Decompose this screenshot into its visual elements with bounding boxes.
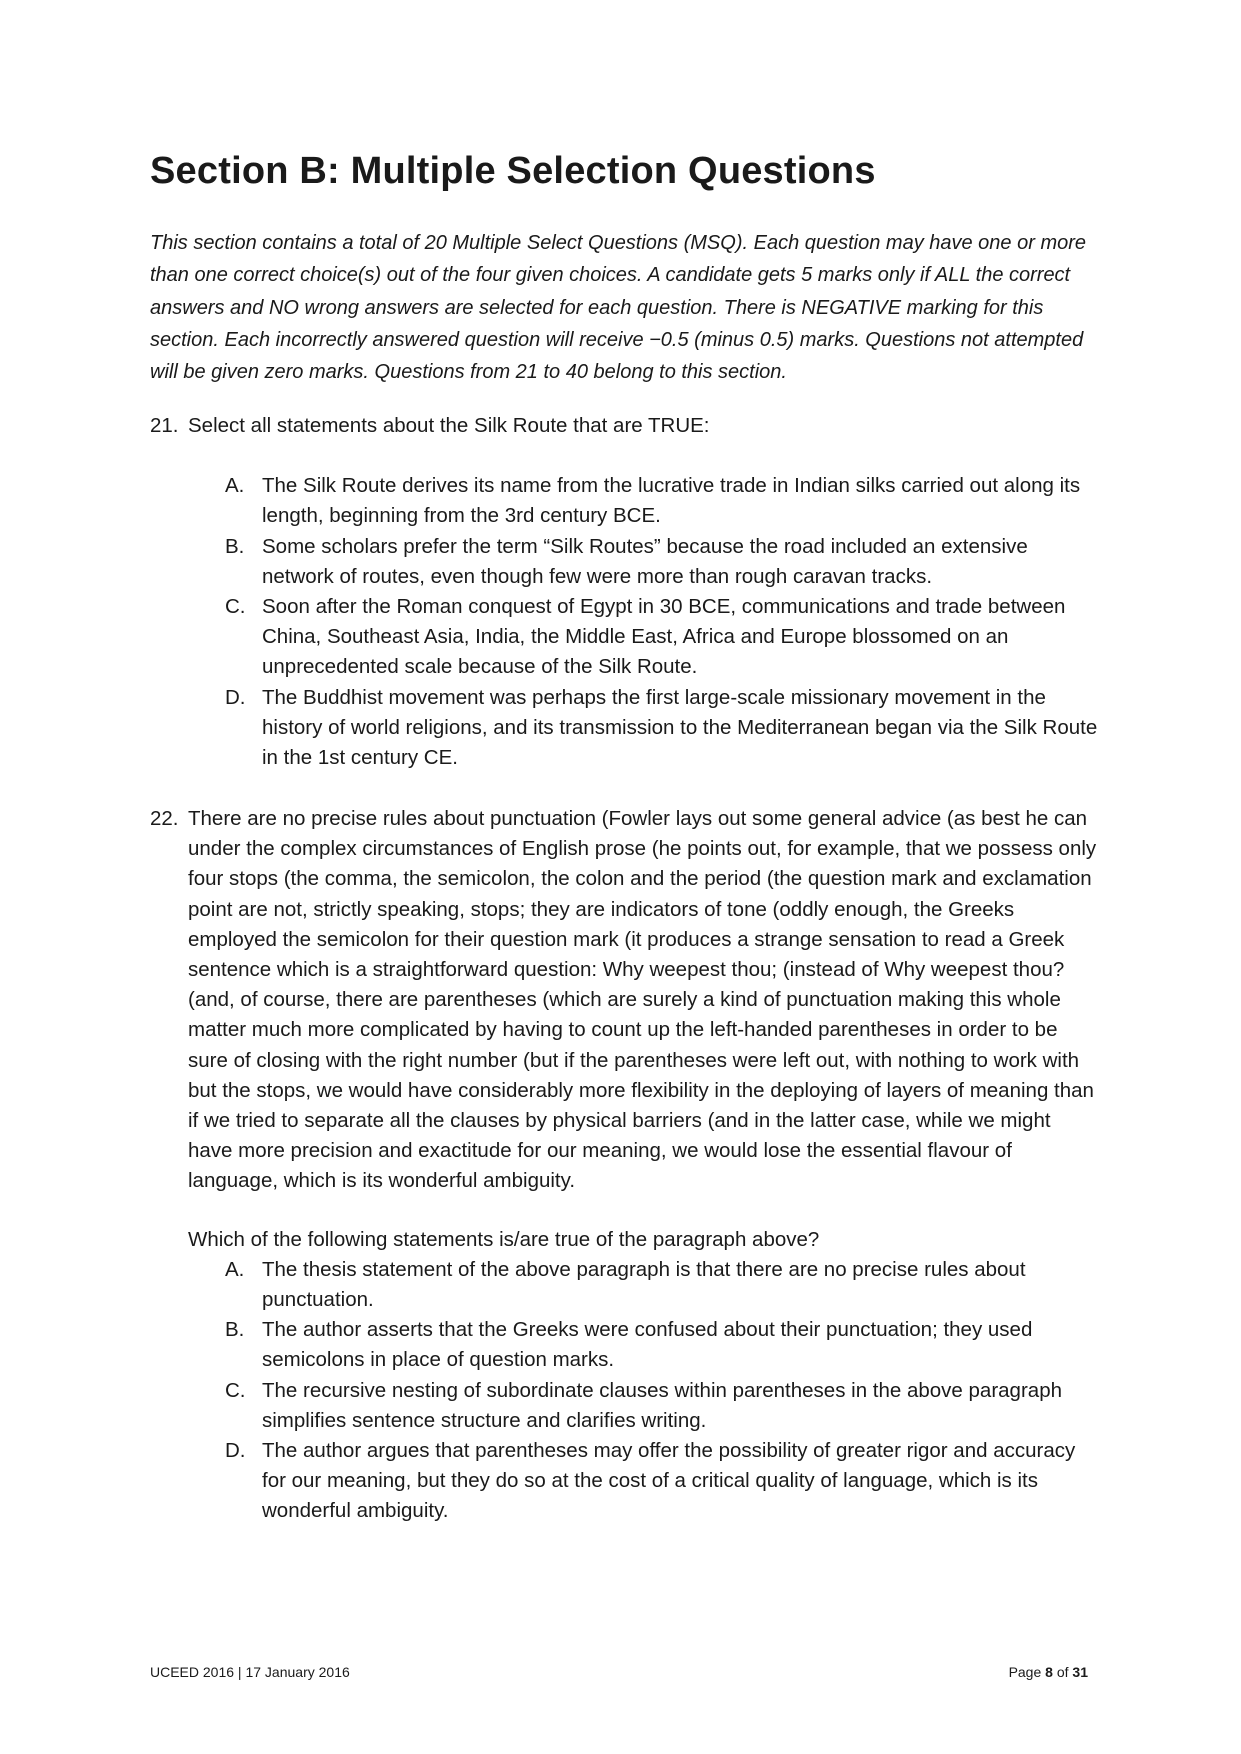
question-stem: Select all statements about the Silk Route that are TRUE: <box>188 414 710 437</box>
page-of-label: of <box>1052 1664 1073 1680</box>
option-b <box>225 532 1100 592</box>
question-21 <box>150 411 1100 773</box>
option-letter: A. <box>225 1257 245 1281</box>
current-page: 8 <box>1045 1664 1053 1680</box>
option-letter: D. <box>225 1439 246 1463</box>
option-d <box>225 1436 1100 1527</box>
option-letter: B. <box>225 1318 245 1342</box>
option-a <box>225 1255 1100 1315</box>
option-text: The recursive nesting of subordinate clauses within parentheses in the above paragraph simplifies sentence structure and clarifies writing. <box>262 1378 1062 1432</box>
option-d <box>225 683 1100 774</box>
option-text: The author asserts that the Greeks were confused about their punctuation; they used semicolons in place of question marks. <box>262 1318 1033 1372</box>
footer-page-number <box>1009 1664 1088 1680</box>
option-c <box>225 592 1100 683</box>
option-b <box>225 1315 1100 1375</box>
option-text: Some scholars prefer the term “Silk Routes” because the road included an extensive network of routes, even though few were more than rough caravan tracks. <box>262 534 1028 588</box>
option-letter: C. <box>225 595 246 619</box>
option-text: The author argues that parentheses may offer the possibility of greater rigor and accuracy for our meaning, but they do so at the cost of a critical quality of language, which is its wonderful ambiguity. <box>262 1439 1076 1523</box>
option-text: The Buddhist movement was perhaps the first large-scale missionary movement in the history of world religions, and its transmission to the Mediterranean began via the Silk Route in the 1st century CE. <box>262 685 1098 770</box>
option-a <box>225 471 1100 531</box>
question-number: 21. <box>150 414 179 437</box>
option-text: The Silk Route derives its name from the lucrative trade in Indian silks carried out along its length, beginning from the 3rd century BCE. <box>262 474 1081 528</box>
option-text: Soon after the Roman conquest of Egypt in 30 BCE, communications and trade between China, Southeast Asia, India, the Middle East, Africa and Europe blossomed on an unprecedented scale because of the Silk Route. <box>262 595 1066 679</box>
page-label: Page <box>1008 1664 1046 1680</box>
option-letter: D. <box>225 685 246 709</box>
option-letter: C. <box>225 1378 246 1402</box>
section-title: Section B: Multiple Selection Questions <box>150 150 876 192</box>
section-instructions: This section contains a total of 20 Multiple Select Questions (MSQ). Each question may have one or more than one correct choice(s) out of the four given choices. A candidate gets 5 marks only if ALL the correct answers and NO wrong answers are selected for each question. There is NEGATIVE marking for this section. Each incorrectly answered question will receive −0.5 (minus 0.5) marks. Questions not attempted will be given zero marks. Questions from 21 to 40 belong to this section. <box>150 232 1087 384</box>
question-number: 22. <box>150 807 179 830</box>
question-22 <box>150 804 1100 1527</box>
option-c <box>225 1376 1100 1436</box>
option-text: The thesis statement of the above paragraph is that there are no precise rules about punctuation. <box>262 1257 1026 1312</box>
question-passage: There are no precise rules about punctuation (Fowler lays out some general advice (as best he can under the complex circumstances of English prose (he points out, for example, that we possess only four stops (the comma, the semicolon, the colon and the period (the question mark and exclamation point are not, strictly speaking, stops; they are indicators of tone (oddly enough, the Greeks employed the semicolon for their question mark (it produces a strange sensation to read a Greek sentence which is a straightforward question: Why weepest thou; (instead of Why weepest thou? (and, of course, there are parentheses (which are surely a kind of punctuation making this whole matter much more complicated by having to count up the left-handed parentheses in order to be sure of closing with the right number (but if the parentheses were left out, with nothing to work with but the stops, we would have considerably more flexibility in the deploying of layers of meaning than if we tried to separate all the clauses by physical barriers (and in the latter case, while we might have more precision and exactitude for our meaning, we would lose the essential flavour of language, which is its wonderful ambiguity. <box>188 807 1097 1193</box>
option-list <box>225 1255 1100 1527</box>
footer-exam-info: UCEED 2016 | 17 January 2016 <box>150 1664 350 1680</box>
option-letter: A. <box>225 474 245 498</box>
question-stem: Which of the following statements is/are true of the paragraph above? <box>188 1227 820 1251</box>
total-pages: 31 <box>1072 1664 1088 1680</box>
option-list <box>225 471 1100 773</box>
option-letter: B. <box>225 534 245 558</box>
